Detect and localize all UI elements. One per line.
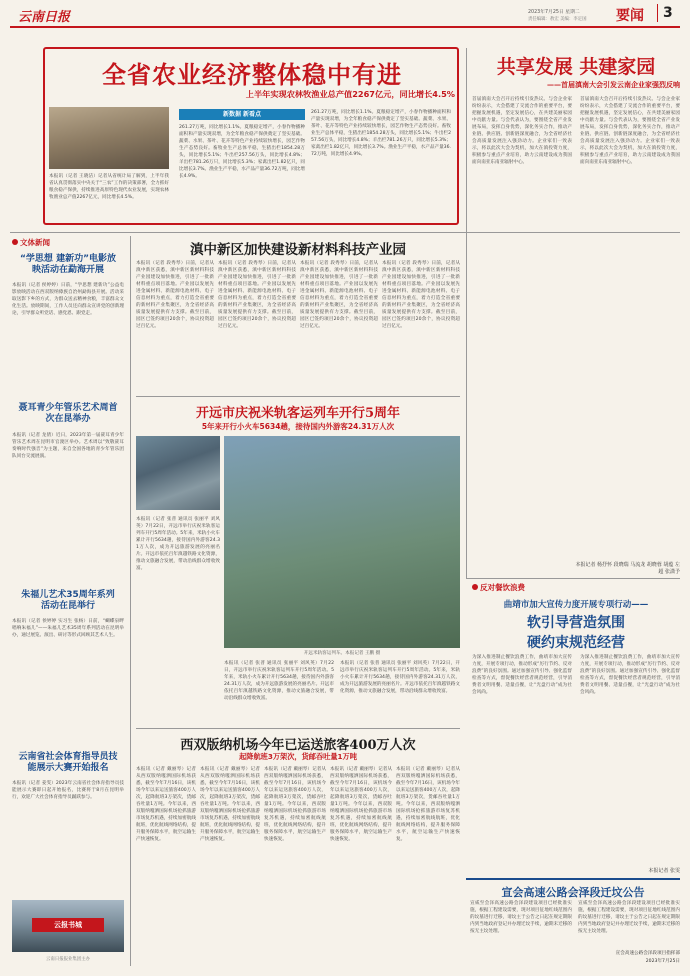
- right-body-col-2: 为深入推进制止餐饮浪费工作，曲靖市加大宣传力度，开展专项行动，推动形成“厉行节约、反对浪费”的良好氛围。通过加强宣传引导、强化监督检查等方式，督促餐饮经营者规范经营，引导消费者文明用餐、适量点餐，让“光盘行动”成为社会风尚。: [580, 655, 680, 695]
- center-bottom-col-1: 本报讯（记者 戴丽琴）记者从西双版纳嘎洒国际机场获悉，截至今年7月16日，该机场今年以来运送旅客400万人次，起降航班3万架次，货邮吞吐量1万吨。今年以来，西双版纳嘎洒国际机场抢抓旅游市场复苏机遇，持续加密航线航班，优化航线网络结构，提升服务保障水平，航空运输生产快速恢复。: [136, 767, 196, 842]
- notice-body-col-1: 宣威至会泽高速公路会泽段建设项目已经批准实施，根据工程建设需要，现对项目征地红线范围内的坟墓进行迁移，请坟主于公告之日起在规定期限内到当地政府登记并办理迁坟手续，逾期未迁移的按无主坟处理。: [470, 901, 572, 934]
- lead-subhead: 上半年实现农林牧渔业总产值2267亿元，同比增长4.5%: [245, 89, 455, 99]
- left-item-3-body: 本报讯（记者 侯婷婷 实习生 张杨）日前，“蝴蝶泉畔 唱响朱福儿”——朱福儿艺术35周年系列活动在昆明举办，通过展览、演出、研讨等形式回顾其艺术人生。: [12, 619, 124, 638]
- center-mid-col-3: 本报讯（记者 张普 通讯员 张丽平 刘风英）7月22日，开远市举行庆祝米轨客运列车开行5周年活动。5年来，米轨小火车累计开行5634趟，接待国内外游客24.31万人次，成为开远旅游发展的亮丽名片。开远市依托百年滇越铁路文化资源，推动文旅融合发展，带动沿线群众增收致富。: [340, 661, 460, 694]
- newspaper-logo: 云南日报: [18, 10, 71, 25]
- left-section-tag: [12, 237, 50, 248]
- left-item-4-body: 本报讯（记者 姜雯）2023年云南省社会体育指导员技能展示大赛即日起开始报名，比赛将于8月在昆明举行，欢迎广大社会体育指导员踊跃参与。: [12, 781, 124, 800]
- book-promo-badge: 云报书城: [32, 918, 104, 932]
- center-bottom-subhead: 起降航班3万架次，货邮吞吐量1万吨: [239, 752, 357, 761]
- left-item-3-title: 朱福儿艺术35周年系列活动在昆举行: [21, 590, 115, 611]
- column-divider-left: [130, 236, 131, 966]
- center-bottom-col-3: 本报讯（记者 戴丽琴）记者从西双版纳嘎洒国际机场获悉，截至今年7月16日，该机场今年以来运送旅客400万人次，起降航班3万架次，货邮吞吐量1万吨。今年以来，西双版纳嘎洒国际机场抢抓旅游市场复苏机遇，持续加密航线航班，优化航线网络结构，提升服务保障水平，航空运输生产快速恢复。: [264, 767, 326, 842]
- section-title: 要闻: [616, 8, 644, 24]
- left-item-1-body: 本报讯（记者 侯婷婷）日前，“学思想 建新功”公益电影放映活动在西双版纳傣族自治州勐海县开展。活动采取送影下乡的方式，为群众送去精神食粮，丰富群众文化生活。放映期间，工作人员还向群众宣讲党的创新理论，引导群众听党话、感党恩、跟党走。: [12, 283, 124, 316]
- masthead-divider: [657, 4, 658, 22]
- center-top-rule: [136, 396, 460, 397]
- center-mid-col-1: 本报讯（记者 张普 通讯员 张丽平 刘风英）7月22日，开远市举行庆祝米轨客运列车开行5周年活动。5年来，米轨小火车累计开行5634趟，接待国内外游客24.31万人次，成为开远旅游发展的亮丽名片。开远市依托百年滇越铁路文化资源，推动文旅融合发展，带动沿线群众增收致富。: [136, 517, 220, 571]
- left-item-4-title: 云南省社会体育指导员技能展示大赛开始报名: [18, 752, 118, 773]
- notice-date: 2023年7月25日: [645, 959, 680, 964]
- center-top-headline: 滇中新区加快建设新材料科技产业园: [190, 242, 406, 258]
- center-bottom-col-5: 本报讯（记者 戴丽琴）记者从西双版纳嘎洒国际机场获悉，截至今年7月16日，该机场今年以来运送旅客400万人次，起降航班3万架次，货邮吞吐量1万吨。今年以来，西双版纳嘎洒国际机场抢抓旅游市场复苏机遇，持续加密航线航班，优化航线网络结构，提升服务保障水平，航空运输生产快速恢复。: [396, 767, 460, 842]
- side-headline: 共享发展 共建家园: [496, 56, 656, 78]
- left-section-label: 文体新闻: [20, 238, 50, 247]
- train-photo-caption: 开远米轨客运列车。本报记者 王鹏 摄: [303, 651, 381, 656]
- side-byline: 本报记者 杨抒怀 段晓瑞 马流龙 胡晓蓉 胡蕴 左超 张潇予: [575, 562, 680, 575]
- lead-body-col-2: 261.27万吨，同比增长1.1%。夏粮稳定增产，小春作物播种面积和产量实现双增，为全年粮食稳产保供奠定了坚实基础。蔬菜、水果、茶叶、花卉等特色产业持续较快增长，园艺作物生产态势良好。畜牧业生产总体平稳，生猪出栏1854.28万头，同比增长5.1%；牛出栏257.56万头，同比增长4.8%；羊出栏781.26万只，同比增长5.3%；家禽出栏1.82亿只，同比增长3.7%。渔业生产平稳，水产品产量36.72万吨，同比增长4.9%。: [311, 110, 451, 157]
- side-subhead: ——首届滇南大会引发云南企业家强烈反响: [547, 81, 680, 89]
- lead-photo: [49, 107, 169, 169]
- center-mid-col-2: 本报讯（记者 张普 通讯员 张丽平 刘风英）7月22日，开远市举行庆祝米轨客运列车开行5周年活动。5年来，米轨小火车累计开行5634趟，接待国内外游客24.31万人次，成为开远旅游发展的亮丽名片。开远市依托百年滇越铁路文化资源，推动文旅融合发展，带动沿线群众增收致富。: [224, 661, 334, 701]
- right-section-tag: [472, 582, 525, 593]
- lead-intro: 本报讯（记者 王晓洁）记者从省统计局了解到，上半年我省认真贯彻落实中央关于“三农”工作的决策部署，全力抓好粮食稳产保供，持续推进高原特色现代农业发展，实现农林牧渔业总产值2267亿元，同比增长4.5%。: [49, 174, 169, 200]
- center-mid-headline: 开远市庆祝米轨客运列车开行5周年: [195, 406, 401, 421]
- bullet-icon: [472, 584, 478, 590]
- lead-bottom-rule: [10, 232, 680, 233]
- notice-body-col-2: 宣威至会泽高速公路会泽段建设项目已经批准实施，根据工程建设需要，现对项目征地红线范围内的坟墓进行迁移，请坟主于公告之日起在规定期限内到当地政府登记并办理迁坟手续，逾期未迁移的按无主坟处理。: [578, 901, 680, 934]
- notice-rule: [466, 878, 680, 880]
- lead-story-frame: [43, 47, 459, 225]
- left-item-2-title: 聂耳青少年管乐艺术周首次在昆举办: [18, 403, 118, 424]
- center-top-col-2: 本报讯（记者 段秀琴）日前，记者从滇中新区获悉，滇中新区新材料科技产业园建设加快推进，引进了一批新材料重点项目落地。产业园以发展先进金属材料、新能源电池材料、电子信息材料为重点，着力打造全省重要的新材料产业集聚区，为全省经济高质量发展提供有力支撑。截至目前，园区已签约项目20余个，协议投资超过百亿元。: [218, 261, 296, 329]
- left-bottom-note: 云南日报报业集团主办: [46, 957, 90, 962]
- masthead-rule: [10, 26, 680, 28]
- issue-date: 2023年7月25日 星期二: [528, 10, 580, 15]
- center-bottom-headline: 西双版纳机场今年已运送旅客400万人次: [180, 738, 416, 753]
- side-body-col-2: 首届滇南大会召开后持续引发热议。与会企业家纷纷表示，大会搭建了交流合作的重要平台，要把握发展机遇，坚定发展信心，在共建美丽家园中贡献力量。与会代表认为，要围绕全省产业发展布局，发挥自身优势，深化务实合作，推动产业链、供应链、创新链深度融合，为全省经济社会高质量发展注入强劲动力。企业家们一致表示，将以此次大会为契机，加大在滇投资力度，积极参与重点产业培育，助力云南建设成为我国面向南亚东南亚辐射中心。: [580, 97, 680, 165]
- notice-signature: 宣会高速公路会泽段项目指挥部: [615, 951, 680, 956]
- right-byline: 本报记者 张雯: [648, 868, 680, 874]
- right-headline-3: 硬约束规范经营: [527, 635, 625, 651]
- train-photo-1: [136, 436, 220, 510]
- lead-body-col-1: 261.27万吨，同比增长1.1%。夏粮稳定增产，小春作物播种面积和产量实现双增，为全年粮食稳产保供奠定了坚实基础。蔬菜、水果、茶叶、花卉等特色产业持续较快增长，园艺作物生产态势良好。畜牧业生产总体平稳，生猪出栏1854.28万头，同比增长5.1%；牛出栏257.56万头，同比增长4.8%；羊出栏781.26万只，同比增长5.3%；家禽出栏1.82亿只，同比增长3.7%。渔业生产平稳，水产品产量36.72万吨，同比增长4.9%。: [179, 125, 305, 179]
- right-body-col-1: 为深入推进制止餐饮浪费工作，曲靖市加大宣传力度，开展专项行动，推动形成“厉行节约、反对浪费”的良好氛围。通过加强宣传引导、强化监督检查等方式，督促餐饮经营者规范经营，引导消费者文明用餐、适量点餐，让“光盘行动”成为社会风尚。: [472, 655, 572, 695]
- left-item-1-title: “学思想 建新功”电影放映活动在勐海开展: [20, 254, 116, 275]
- right-headline-1: 曲靖市加大宣传力度开展专项行动——: [503, 600, 649, 610]
- lead-headline: 全省农业经济整体稳中有进: [102, 60, 402, 89]
- page-editors: 责任编辑：敖宏 美编：李定国: [528, 17, 587, 22]
- bullet-icon: [12, 239, 18, 245]
- column-divider-right: [466, 48, 467, 578]
- center-top-col-3: 本报讯（记者 段秀琴）日前，记者从滇中新区获悉，滇中新区新材料科技产业园建设加快推进，引进了一批新材料重点项目落地。产业园以发展先进金属材料、新能源电池材料、电子信息材料为重点，着力打造全省重要的新材料产业集聚区，为全省经济高质量发展提供有力支撑。截至目前，园区已签约项目20余个，协议投资超过百亿元。: [300, 261, 378, 329]
- center-mid-subhead: 5年来开行小火车5634趟，接待国内外游客24.31万人次: [201, 422, 395, 431]
- center-top-col-1: 本报讯（记者 段秀琴）日前，记者从滇中新区获悉，滇中新区新材料科技产业园建设加快推进，引进了一批新材料重点项目落地。产业园以发展先进金属材料、新能源电池材料、电子信息材料为重点，着力打造全省重要的新材料产业集聚区，为全省经济高质量发展提供有力支撑。截至目前，园区已签约项目20余个，协议投资超过百亿元。: [136, 261, 214, 329]
- lead-tag-bar: 新数据 新看点: [179, 109, 305, 120]
- center-top-col-4: 本报讯（记者 段秀琴）日前，记者从滇中新区获悉，滇中新区新材料科技产业园建设加快推进，引进了一批新材料重点项目落地。产业园以发展先进金属材料、新能源电池材料、电子信息材料为重点，着力打造全省重要的新材料产业集聚区，为全省经济高质量发展提供有力支撑。截至目前，园区已签约项目20余个，协议投资超过百亿元。: [382, 261, 460, 329]
- side-body-col-1: 首届滇南大会召开后持续引发热议。与会企业家纷纷表示，大会搭建了交流合作的重要平台，要把握发展机遇，坚定发展信心，在共建美丽家园中贡献力量。与会代表认为，要围绕全省产业发展布局，发挥自身优势，深化务实合作，推动产业链、供应链、创新链深度融合，为全省经济社会高质量发展注入强劲动力。企业家们一致表示，将以此次大会为契机，加大在滇投资力度，积极参与重点产业培育，助力云南建设成为我国面向南亚东南亚辐射中心。: [472, 97, 572, 165]
- notice-title: 宣会高速公路会泽段迁坟公告: [501, 886, 645, 899]
- center-mid-rule: [136, 728, 460, 729]
- left-bottom-image: [12, 900, 124, 952]
- page-number: 3: [663, 5, 673, 21]
- right-headline-2: 软引导营造氛围: [527, 615, 625, 631]
- right-bottom-rule: [466, 578, 680, 579]
- center-bottom-col-4: 本报讯（记者 戴丽琴）记者从西双版纳嘎洒国际机场获悉，截至今年7月16日，该机场今年以来运送旅客400万人次，起降航班3万架次，货邮吞吐量1万吨。今年以来，西双版纳嘎洒国际机场抢抓旅游市场复苏机遇，持续加密航线航班，优化航线网络结构，提升服务保障水平，航空运输生产快速恢复。: [330, 767, 392, 842]
- left-item-2-body: 本报讯（记者 龙倩）近日，2023年第一届聂耳青少年管乐艺术周在昆明市官渡区举办。艺术周以“致敬聂耳 奏响时代强音”为主题，来自全国各地的青少年管乐团队同台交流展演。: [12, 433, 124, 459]
- center-bottom-col-2: 本报讯（记者 戴丽琴）记者从西双版纳嘎洒国际机场获悉，截至今年7月16日，该机场今年以来运送旅客400万人次，起降航班3万架次，货邮吞吐量1万吨。今年以来，西双版纳嘎洒国际机场抢抓旅游市场复苏机遇，持续加密航线航班，优化航线网络结构，提升服务保障水平，航空运输生产快速恢复。: [200, 767, 260, 842]
- right-section-label: 反对餐饮浪费: [480, 583, 525, 592]
- train-photo-main: [224, 436, 460, 648]
